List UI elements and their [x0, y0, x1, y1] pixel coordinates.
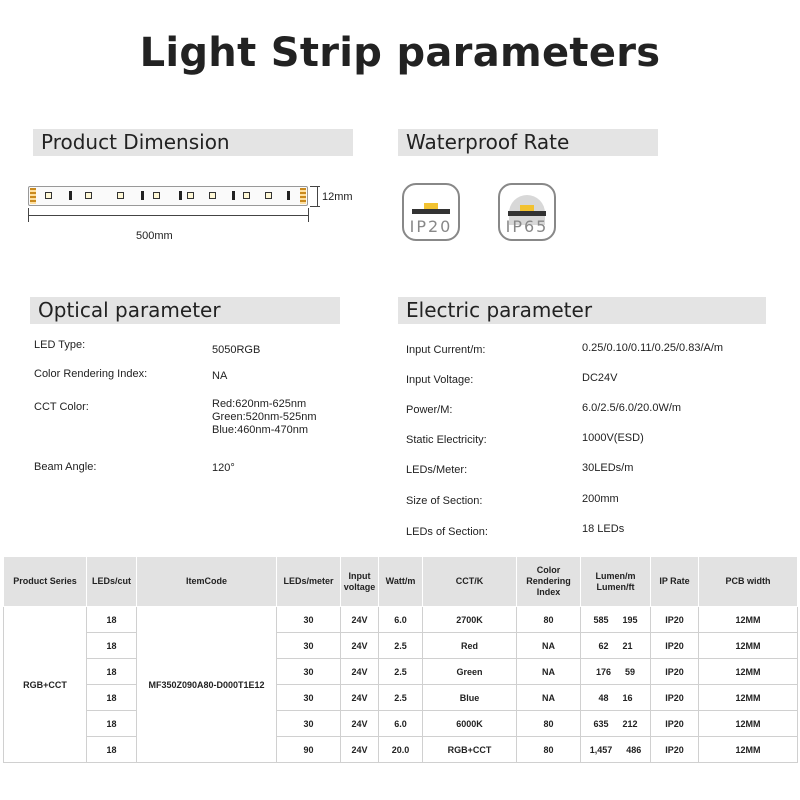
voltage-cell: 24V: [341, 737, 379, 763]
section-header-optical: Optical parameter: [30, 297, 340, 324]
table-row: [4, 711, 798, 737]
leds-meter-cell: 30: [277, 685, 341, 711]
ip-cell: IP20: [651, 685, 699, 711]
led-chip: [153, 192, 160, 199]
led-chip: [243, 192, 250, 199]
optical-value: NA: [212, 370, 228, 382]
electric-label: Input Current/m:: [406, 344, 486, 356]
item-code-cell: MF350Z090A80-D000T1E12: [137, 607, 277, 763]
leds-meter-cell: 30: [277, 607, 341, 633]
voltage-cell: 24V: [341, 685, 379, 711]
ip-cell: IP20: [651, 607, 699, 633]
voltage-cell: 24V: [341, 607, 379, 633]
column-header: Input voltage: [341, 557, 379, 607]
lumen-cell: [581, 659, 651, 685]
leds-cut-cell: 18: [87, 659, 137, 685]
electric-value: 30LEDs/m: [582, 462, 634, 474]
led-strip-drawing: [28, 186, 308, 206]
cri-cell: NA: [517, 659, 581, 685]
lumen-cell: [581, 633, 651, 659]
leds-cut-cell: 18: [87, 633, 137, 659]
section-header-dimension: Product Dimension: [33, 129, 353, 156]
solder-pad-right: [300, 188, 306, 204]
cri-cell: 80: [517, 607, 581, 633]
resistor: [179, 191, 182, 200]
cri-cell: 80: [517, 737, 581, 763]
column-header: Product Series: [4, 557, 87, 607]
pcb-cell: 12MM: [699, 607, 798, 633]
leds-meter-cell: 90: [277, 737, 341, 763]
width-label: 12mm: [322, 191, 353, 203]
section-header-electric: Electric parameter: [398, 297, 766, 324]
resistor: [141, 191, 144, 200]
leds-meter-cell: 30: [277, 711, 341, 737]
lumen-m: 62: [598, 640, 609, 651]
watt-cell: 2.5: [379, 685, 423, 711]
column-header: ItemCode: [137, 557, 277, 607]
led-chip: [85, 192, 92, 199]
lumen-m: 176: [595, 666, 611, 677]
voltage-cell: 24V: [341, 711, 379, 737]
pcb-cell: 12MM: [699, 685, 798, 711]
section-header-waterproof: Waterproof Rate: [398, 129, 658, 156]
ip20-icon: [402, 183, 460, 241]
lumen-cell: [581, 711, 651, 737]
table-row: [4, 659, 798, 685]
column-header: LEDs/meter: [277, 557, 341, 607]
strip-base: [412, 209, 450, 214]
lumen-cell: [581, 737, 651, 763]
lumen-ft: 21: [622, 640, 633, 651]
leds-meter-cell: 30: [277, 633, 341, 659]
electric-label: Input Voltage:: [406, 374, 474, 386]
cct-cell: Blue: [423, 685, 517, 711]
watt-cell: 20.0: [379, 737, 423, 763]
leds-cut-cell: 18: [87, 685, 137, 711]
cri-cell: NA: [517, 685, 581, 711]
column-header: PCB width: [699, 557, 798, 607]
lumen-m: 585: [593, 614, 609, 625]
ip-cell: IP20: [651, 737, 699, 763]
electric-value: DC24V: [582, 372, 618, 384]
lumen-cell: [581, 685, 651, 711]
led-chip: [117, 192, 124, 199]
leds-cut-cell: 18: [87, 737, 137, 763]
electric-label: LEDs of Section:: [406, 526, 488, 538]
dimension-tick: [310, 186, 320, 187]
electric-label: Static Electricity:: [406, 434, 487, 446]
leds-meter-cell: 30: [277, 659, 341, 685]
column-header: LEDs/cut: [87, 557, 137, 607]
table-row: [4, 633, 798, 659]
lumen-ft: 486: [626, 744, 642, 755]
column-header: Lumen/m Lumen/ft: [581, 557, 651, 607]
electric-label: Power/M:: [406, 404, 453, 416]
voltage-cell: 24V: [341, 659, 379, 685]
optical-value: 120°: [212, 462, 235, 474]
ip20-label: IP20: [409, 217, 453, 236]
dimension-tick: [308, 208, 309, 222]
column-header: IP Rate: [651, 557, 699, 607]
product-series-cell: RGB+CCT: [4, 607, 87, 763]
ip65-label: IP65: [505, 217, 549, 236]
optical-label: Beam Angle:: [34, 461, 97, 473]
pcb-cell: 12MM: [699, 711, 798, 737]
watt-cell: 6.0: [379, 711, 423, 737]
lumen-m: 635: [593, 718, 609, 729]
led-chip: [265, 192, 272, 199]
cri-cell: 80: [517, 711, 581, 737]
electric-value: 1000V(ESD): [582, 432, 644, 444]
optical-label: Color Rendering Index:: [34, 368, 148, 380]
pcb-cell: 12MM: [699, 659, 798, 685]
table-header-row: [4, 557, 798, 607]
column-header: Color Rendering Index: [517, 557, 581, 607]
optical-value: Red:620nm-625nm Green:520nm-525nm Blue:460nm-470nm: [212, 398, 317, 436]
lumen-ft: 195: [622, 614, 638, 625]
resistor: [232, 191, 235, 200]
cri-cell: NA: [517, 633, 581, 659]
cct-cell: 6000K: [423, 711, 517, 737]
leds-cut-cell: 18: [87, 607, 137, 633]
watt-cell: 6.0: [379, 607, 423, 633]
voltage-cell: 24V: [341, 633, 379, 659]
cct-cell: 2700K: [423, 607, 517, 633]
optical-value: 5050RGB: [212, 344, 261, 356]
cct-cell: Green: [423, 659, 517, 685]
lumen-ft: 59: [625, 666, 636, 677]
led-chip: [187, 192, 194, 199]
ip-cell: IP20: [651, 659, 699, 685]
watt-cell: 2.5: [379, 659, 423, 685]
table-row: [4, 737, 798, 763]
pcb-cell: 12MM: [699, 737, 798, 763]
lumen-m: 1,457: [589, 744, 613, 755]
length-label: 500mm: [136, 230, 173, 242]
table-row: [4, 607, 798, 633]
column-header: CCT/K: [423, 557, 517, 607]
spec-table: [3, 556, 798, 763]
cct-cell: RGB+CCT: [423, 737, 517, 763]
length-dimension-line: [29, 215, 308, 216]
ip65-icon: [498, 183, 556, 241]
electric-label: Size of Section:: [406, 495, 483, 507]
ip-cell: IP20: [651, 711, 699, 737]
led-chip: [209, 192, 216, 199]
electric-value: 6.0/2.5/6.0/20.0W/m: [582, 402, 682, 414]
resistor: [287, 191, 290, 200]
optical-label: LED Type:: [34, 339, 86, 351]
leds-cut-cell: 18: [87, 711, 137, 737]
lumen-ft: 16: [622, 692, 633, 703]
electric-value: 18 LEDs: [582, 523, 625, 535]
watt-cell: 2.5: [379, 633, 423, 659]
column-header: Watt/m: [379, 557, 423, 607]
table-row: [4, 685, 798, 711]
electric-label: LEDs/Meter:: [406, 464, 468, 476]
lumen-ft: 212: [622, 718, 638, 729]
width-dimension-line: [317, 186, 318, 206]
page-title: Light Strip parameters: [139, 30, 661, 76]
resistor: [69, 191, 72, 200]
solder-pad-left: [30, 188, 36, 204]
pcb-cell: 12MM: [699, 633, 798, 659]
ip-cell: IP20: [651, 633, 699, 659]
electric-value: 200mm: [582, 493, 619, 505]
led-chip: [45, 192, 52, 199]
electric-value: 0.25/0.10/0.11/0.25/0.83/A/m: [582, 342, 724, 354]
strip-base: [508, 211, 546, 216]
lumen-m: 48: [598, 692, 609, 703]
dimension-tick: [310, 206, 320, 207]
lumen-cell: [581, 607, 651, 633]
cct-cell: Red: [423, 633, 517, 659]
optical-label: CCT Color:: [34, 401, 89, 413]
